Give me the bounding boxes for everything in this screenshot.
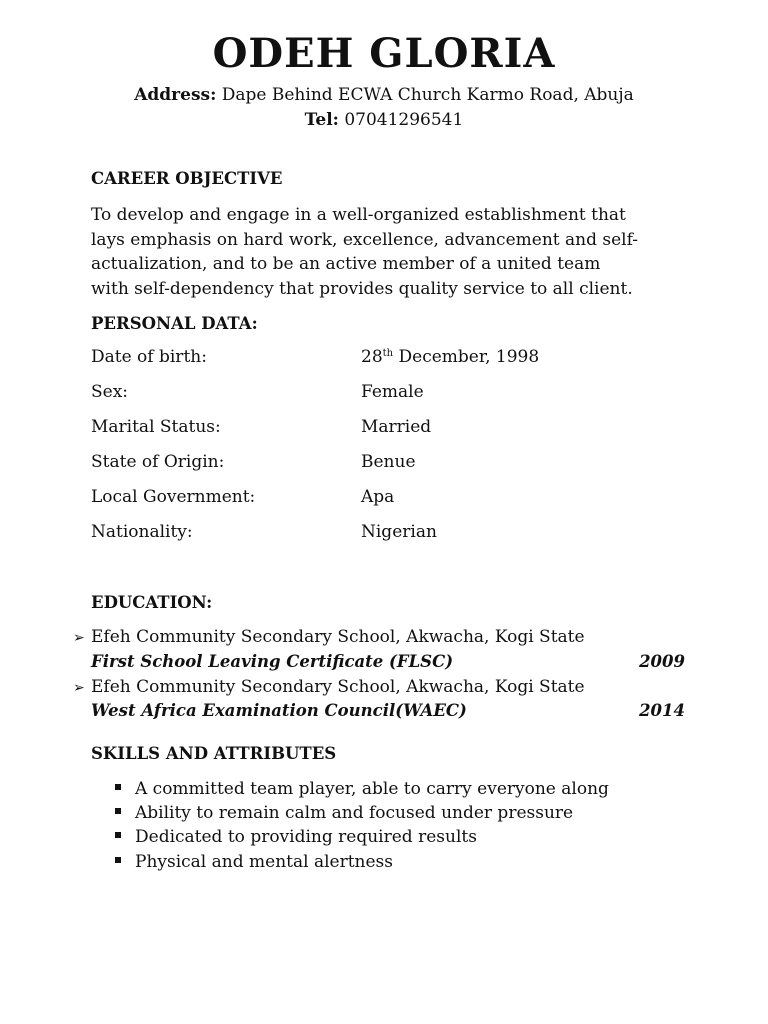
- arrow-bullet-icon: ➢: [73, 630, 85, 646]
- address-label: Address:: [134, 85, 217, 105]
- nationality-label: Nationality:: [91, 522, 193, 542]
- tel-line: [0, 110, 768, 130]
- address-line: [0, 85, 768, 105]
- state-label: State of Origin:: [91, 452, 225, 472]
- tel-label: Tel:: [304, 110, 339, 130]
- skill-item: A committed team player, able to carry everyone along: [115, 779, 609, 799]
- education-year: 2014: [639, 701, 685, 720]
- objective-line: with self-dependency that provides quality service to all client.: [91, 278, 633, 299]
- square-bullet-icon: [115, 784, 121, 790]
- skill-item: Dedicated to providing required results: [115, 827, 477, 847]
- square-bullet-icon: [115, 808, 121, 814]
- address-value: Dape Behind ECWA Church Karmo Road, Abuja: [216, 85, 634, 105]
- dob-label: Date of birth:: [91, 347, 207, 367]
- sex-value: Female: [361, 382, 424, 402]
- objective-line: actualization, and to be an active member of a united team: [91, 254, 601, 274]
- nationality-value: Nigerian: [361, 522, 437, 542]
- lga-label: Local Government:: [91, 487, 256, 507]
- career-objective-text: [91, 203, 691, 301]
- marital-label: Marital Status:: [91, 417, 221, 437]
- education-certificate: West Africa Examination Council(WAEC) 2014: [91, 701, 685, 720]
- skill-item: Physical and mental alertness: [115, 852, 393, 872]
- sex-label: Sex:: [91, 382, 129, 402]
- skill-item: Ability to remain calm and focused under pressure: [115, 803, 573, 823]
- arrow-bullet-icon: ➢: [73, 680, 85, 696]
- education-heading: EDUCATION:: [91, 593, 213, 612]
- objective-line: To develop and engage in a well-organized establishment that: [91, 205, 626, 225]
- square-bullet-icon: [115, 857, 121, 863]
- education-certificate: First School Leaving Certificate (FLSC) 2009: [91, 652, 685, 671]
- square-bullet-icon: [115, 832, 121, 838]
- career-objective-heading: CAREER OBJECTIVE: [91, 169, 283, 188]
- state-value: Benue: [361, 452, 416, 472]
- marital-value: Married: [361, 417, 432, 437]
- candidate-name: ODEH GLORIA: [212, 30, 556, 77]
- objective-line: lays emphasis on hard work, excellence, advancement and self-: [91, 229, 639, 250]
- skills-heading: SKILLS AND ATTRIBUTES: [91, 744, 337, 763]
- personal-data-heading: PERSONAL DATA:: [91, 314, 258, 333]
- education-school: ➢ Efeh Community Secondary School, Akwacha, Kogi State: [73, 627, 585, 647]
- tel-value: 07041296541: [338, 110, 464, 130]
- dob-value: 28th December, 1998: [361, 347, 540, 367]
- education-year: 2009: [639, 652, 685, 671]
- education-school: ➢ Efeh Community Secondary School, Akwacha, Kogi State: [73, 677, 585, 697]
- lga-value: Apa: [361, 487, 395, 507]
